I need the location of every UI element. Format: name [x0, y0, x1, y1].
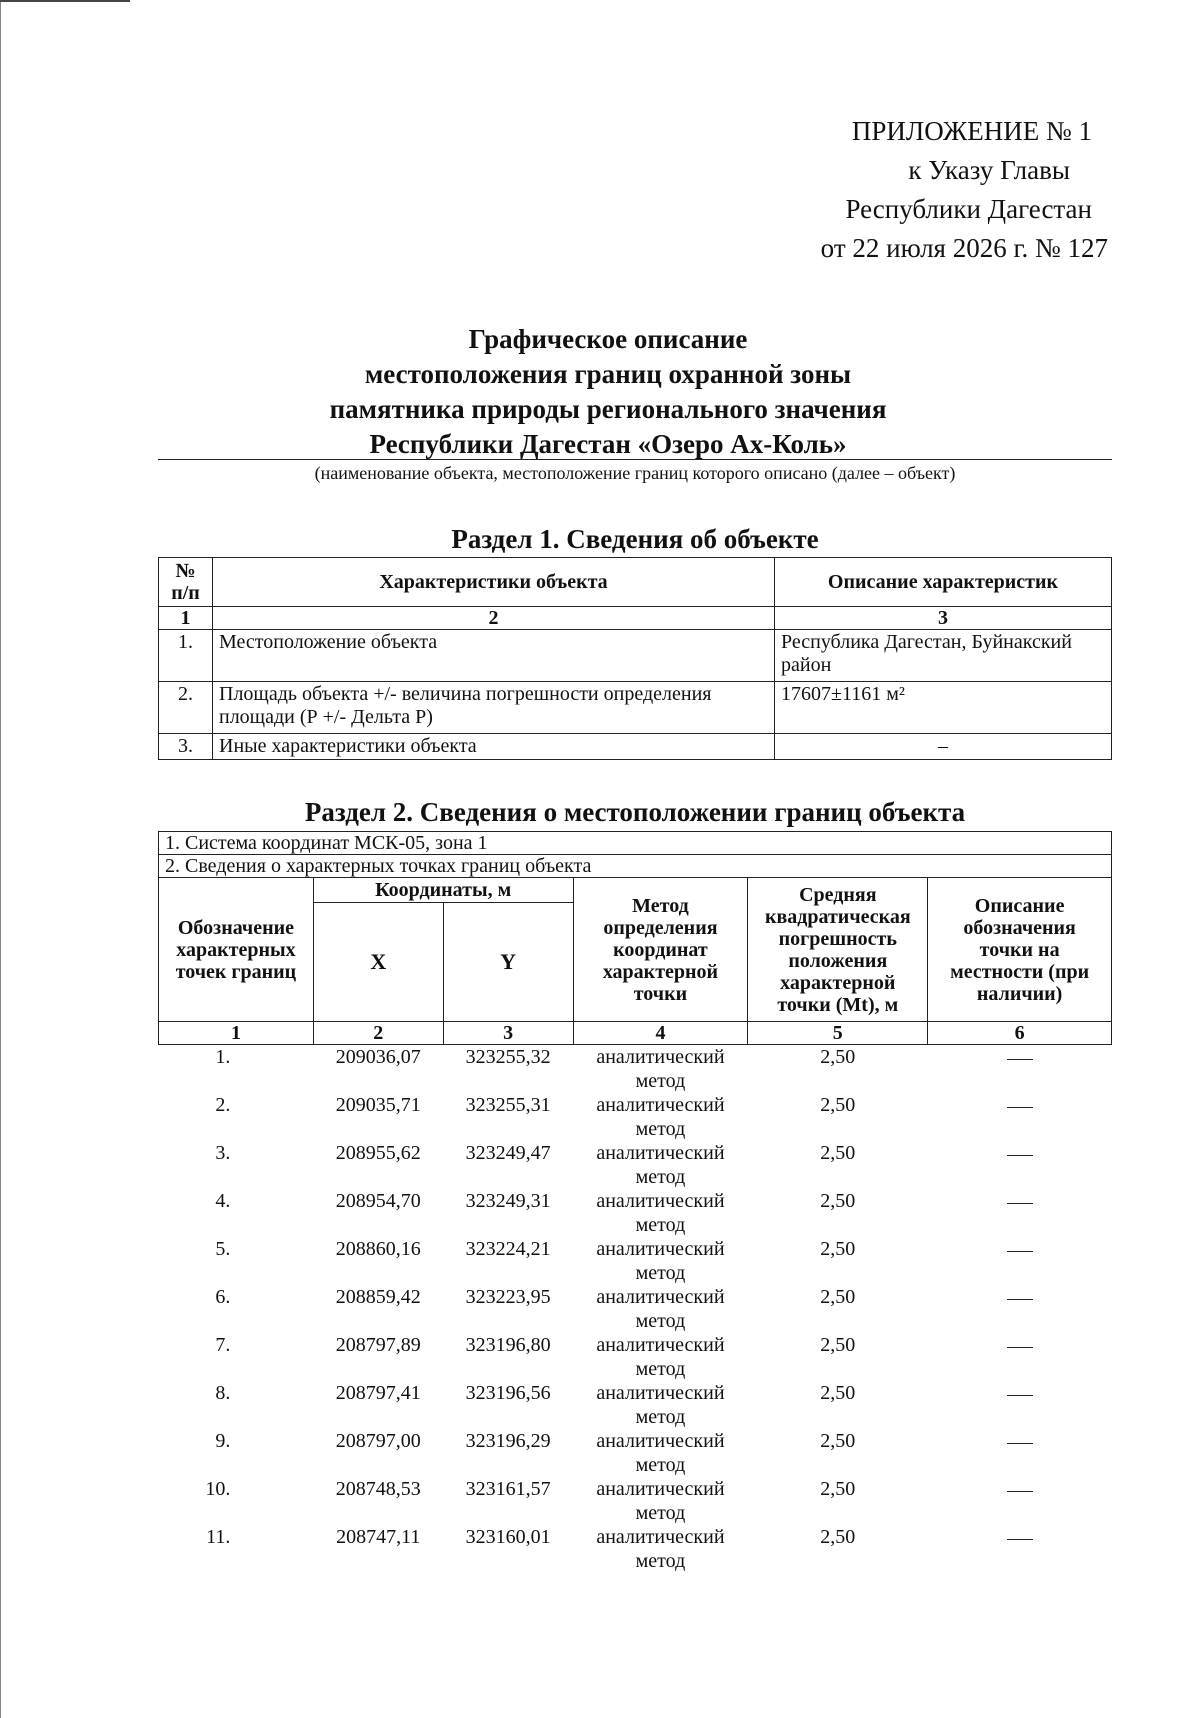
point-x: 209035,71	[335, 1094, 421, 1116]
row-characteristic: Площадь объекта +/- величина погрешности определения площади (Р +/- Дельта Р)	[213, 682, 775, 734]
point-y: 323160,01	[465, 1526, 551, 1548]
title-line-1: Графическое описание	[468, 324, 748, 354]
point-y: 323161,57	[465, 1478, 551, 1500]
scan-edge-line	[0, 0, 1, 1718]
point-x: 208797,41	[335, 1382, 421, 1404]
dash-mark	[1007, 1395, 1033, 1396]
row-number: 2.	[159, 682, 213, 734]
point-description	[928, 1141, 1112, 1189]
title-line-3: памятника природы регионального значения	[329, 394, 887, 424]
header-method: Метод определения координат характерной точки	[573, 878, 748, 1022]
point-method: аналитический метод	[596, 1382, 725, 1428]
document-title	[158, 322, 1058, 462]
header-error: Средняя квадратическая погрешность положения характерной точки (Mt), м	[748, 878, 928, 1022]
point-y: 323223,95	[465, 1286, 551, 1308]
header-coords: Координаты, м	[313, 878, 573, 903]
header-characteristics: Характеристики объекта	[213, 558, 775, 607]
point-number: 2.	[215, 1094, 231, 1116]
point-method: аналитический метод	[596, 1094, 725, 1140]
col-number: 1	[159, 1022, 314, 1045]
col-number: 6	[928, 1022, 1112, 1045]
point-x: 208859,42	[335, 1286, 421, 1308]
row-characteristic: Иные характеристики объекта	[213, 734, 775, 760]
header-description: Описание характеристик	[775, 558, 1112, 607]
scan-top-mark	[0, 0, 130, 2]
dash-mark	[1007, 1347, 1033, 1348]
point-description	[928, 1333, 1112, 1381]
point-error: 2,50	[820, 1046, 856, 1068]
table-row	[159, 1525, 1112, 1573]
appendix-line-1: ПРИЛОЖЕНИЕ № 1	[851, 116, 1092, 146]
col-number: 4	[573, 1022, 748, 1045]
point-number: 4.	[215, 1190, 231, 1212]
table-row	[159, 1285, 1112, 1333]
point-error: 2,50	[820, 1334, 856, 1356]
table-row	[159, 1045, 1112, 1094]
point-description	[928, 1429, 1112, 1477]
coordinate-system: 1. Система координат МСК-05, зона 1	[159, 832, 1112, 855]
point-method: аналитический метод	[596, 1526, 725, 1572]
point-description	[928, 1525, 1112, 1573]
row-value: 17607±1161 м²	[775, 682, 1112, 734]
table-row	[159, 1333, 1112, 1381]
point-y: 323196,56	[465, 1382, 551, 1404]
table-row	[159, 734, 1112, 760]
section-2-table	[158, 831, 1112, 1573]
point-y: 323249,31	[465, 1190, 551, 1212]
point-description	[928, 1285, 1112, 1333]
row-value: –	[775, 734, 1112, 760]
row-number: 1.	[159, 630, 213, 682]
dash-mark	[1007, 1299, 1033, 1300]
appendix-line-3: Республики Дагестан	[845, 194, 1092, 224]
point-number: 1.	[215, 1046, 231, 1068]
table-row	[159, 1429, 1112, 1477]
col-number: 1	[159, 607, 213, 630]
point-method: аналитический метод	[596, 1238, 725, 1284]
point-error: 2,50	[820, 1430, 856, 1452]
point-number: 10.	[205, 1478, 231, 1500]
point-description	[928, 1189, 1112, 1237]
dash-mark	[1007, 1539, 1033, 1540]
title-underline	[158, 459, 1112, 460]
point-description	[928, 1045, 1112, 1094]
col-number: 2	[213, 607, 775, 630]
point-description	[928, 1237, 1112, 1285]
point-error: 2,50	[820, 1526, 856, 1548]
coordinate-system-row	[159, 832, 1112, 855]
points-caption: 2. Сведения о характерных точках границ объекта	[159, 855, 1112, 878]
dash-mark	[1007, 1203, 1033, 1204]
point-x: 208747,11	[336, 1526, 421, 1548]
col-number: 3	[443, 1022, 573, 1045]
point-number: 5.	[215, 1238, 231, 1260]
points-table-body	[159, 1045, 1112, 1574]
col-number: 3	[775, 607, 1112, 630]
row-characteristic: Местоположение объекта	[213, 630, 775, 682]
point-error: 2,50	[820, 1382, 856, 1404]
table-row	[159, 1093, 1112, 1141]
point-x: 208954,70	[335, 1190, 421, 1212]
point-error: 2,50	[820, 1478, 856, 1500]
point-x: 208860,16	[335, 1238, 421, 1260]
point-description	[928, 1381, 1112, 1429]
row-number: 3.	[159, 734, 213, 760]
point-number: 9.	[215, 1430, 231, 1452]
title-caption: (наименование объекта, местоположение границ которого описано (далее – объект)	[314, 463, 956, 483]
point-method: аналитический метод	[596, 1190, 725, 1236]
table-row	[159, 1477, 1112, 1525]
point-y: 323249,47	[465, 1142, 551, 1164]
point-method: аналитический метод	[596, 1046, 725, 1092]
header-description: Описание обозначения точки на местности (при наличии)	[928, 878, 1112, 1022]
appendix-line-2: к Указу Главы	[908, 155, 1070, 185]
section-2-title: Раздел 2. Сведения о местоположении границ объекта	[304, 797, 966, 827]
dash-mark	[1007, 1155, 1033, 1156]
header-y: Y	[443, 903, 573, 1022]
section-1-title: Раздел 1. Сведения об объекте	[451, 524, 819, 554]
header-x: X	[313, 903, 443, 1022]
section-2-column-numbers	[159, 1022, 1112, 1045]
point-y: 323224,21	[465, 1238, 551, 1260]
section-1-table	[158, 557, 1112, 760]
point-x: 208797,89	[335, 1334, 421, 1356]
point-number: 11.	[206, 1526, 231, 1548]
point-x: 208797,00	[335, 1430, 421, 1452]
section-2-header-row	[159, 878, 1112, 903]
point-x: 208955,62	[335, 1142, 421, 1164]
point-method: аналитический метод	[596, 1430, 725, 1476]
point-y: 323196,29	[465, 1430, 551, 1452]
point-y: 323255,32	[465, 1046, 551, 1068]
section-1-column-numbers	[159, 607, 1112, 630]
point-y: 323196,80	[465, 1334, 551, 1356]
title-line-4: Республики Дагестан «Озеро Ах-Коль»	[369, 429, 847, 459]
point-number: 6.	[215, 1286, 231, 1308]
appendix-header	[820, 112, 1108, 268]
table-row	[159, 630, 1112, 682]
col-number: 2	[313, 1022, 443, 1045]
point-error: 2,50	[820, 1238, 856, 1260]
appendix-line-4: от 22 июля 2026 г. № 127	[820, 233, 1108, 263]
header-number: № п/п	[159, 558, 213, 607]
point-y: 323255,31	[465, 1094, 551, 1116]
table-row	[159, 1189, 1112, 1237]
dash-mark	[1007, 1059, 1033, 1060]
point-error: 2,50	[820, 1142, 856, 1164]
section-1-header-row	[159, 558, 1112, 607]
points-caption-row	[159, 855, 1112, 878]
table-row	[159, 1141, 1112, 1189]
col-number: 5	[748, 1022, 928, 1045]
dash-mark	[1007, 1443, 1033, 1444]
point-description	[928, 1093, 1112, 1141]
row-value: Республика Дагестан, Буйнакский район	[775, 630, 1112, 682]
point-method: аналитический метод	[596, 1142, 725, 1188]
point-number: 7.	[215, 1334, 231, 1356]
point-method: аналитический метод	[596, 1334, 725, 1380]
point-error: 2,50	[820, 1286, 856, 1308]
dash-mark	[1007, 1251, 1033, 1252]
title-line-2: местоположения границ охранной зоны	[364, 359, 852, 389]
point-method: аналитический метод	[596, 1286, 725, 1332]
point-error: 2,50	[820, 1094, 856, 1116]
point-x: 208748,53	[335, 1478, 421, 1500]
point-error: 2,50	[820, 1190, 856, 1212]
table-row	[159, 1381, 1112, 1429]
point-number: 8.	[215, 1382, 231, 1404]
dash-mark	[1007, 1107, 1033, 1108]
point-method: аналитический метод	[596, 1478, 725, 1524]
point-number: 3.	[215, 1142, 231, 1164]
header-point: Обозначение характерных точек границ	[159, 878, 314, 1022]
table-row	[159, 1237, 1112, 1285]
point-x: 209036,07	[335, 1046, 421, 1068]
dash-mark	[1007, 1491, 1033, 1492]
table-row	[159, 682, 1112, 734]
point-description	[928, 1477, 1112, 1525]
